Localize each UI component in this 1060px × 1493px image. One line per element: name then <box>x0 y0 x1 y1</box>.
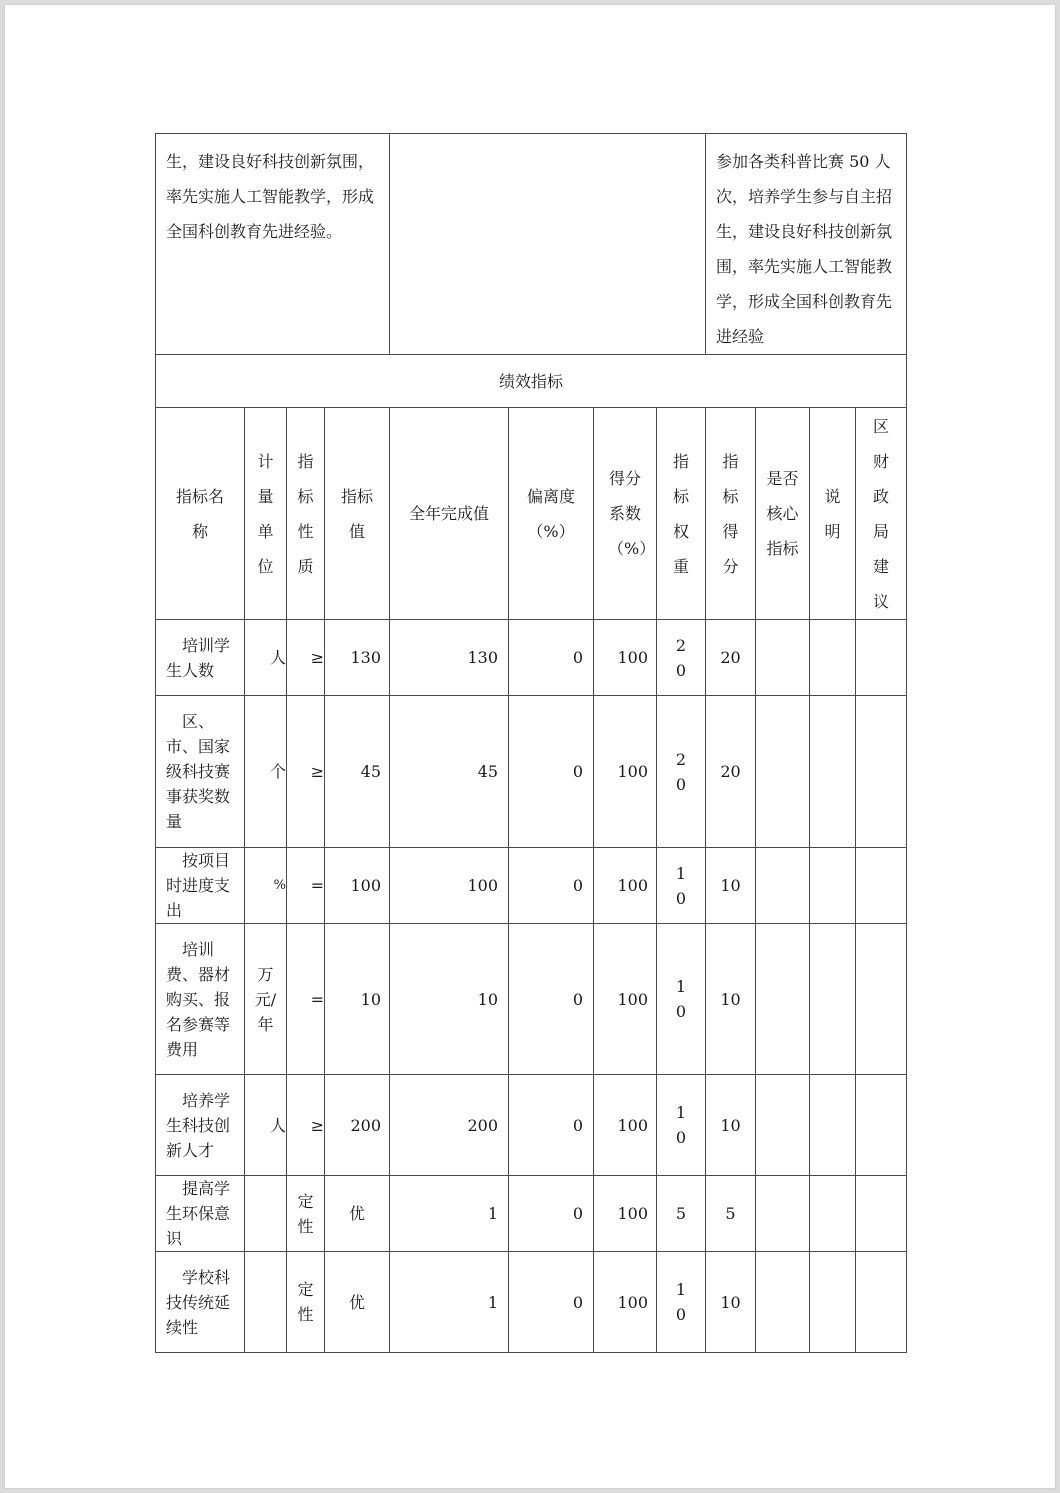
row-actual: 1 <box>390 1176 509 1252</box>
row-weight: 5 <box>657 1176 706 1252</box>
row-unit: 人 <box>245 620 287 696</box>
row-weight: 20 <box>657 696 706 848</box>
header-advice: 区财政局建议 <box>856 408 907 620</box>
row-note <box>810 1176 856 1252</box>
table-row <box>156 1176 907 1252</box>
row-actual: 100 <box>390 848 509 924</box>
row-coef: 100 <box>594 924 657 1075</box>
section-title-row <box>156 355 907 408</box>
row-note <box>810 848 856 924</box>
row-coef: 100 <box>594 1075 657 1176</box>
row-score: 10 <box>706 924 756 1075</box>
row-advice <box>856 696 907 848</box>
row-advice <box>856 620 907 696</box>
row-name: 培训学生人数 <box>166 635 231 680</box>
row-weight: 20 <box>657 620 706 696</box>
header-coef: 得分系数（%） <box>594 408 657 620</box>
row-target: 10 <box>325 924 390 1075</box>
row-target: 45 <box>325 696 390 848</box>
row-coef: 100 <box>594 1252 657 1353</box>
row-name: 提高学生环保意识 <box>166 1179 231 1248</box>
row-target: 100 <box>325 848 390 924</box>
performance-table <box>155 133 907 1353</box>
row-deviation: 0 <box>509 1176 594 1252</box>
row-advice <box>856 924 907 1075</box>
row-coef: 100 <box>594 620 657 696</box>
row-weight: 10 <box>657 848 706 924</box>
row-unit: 万元/年 <box>245 924 287 1075</box>
header-unit: 计量单位 <box>245 408 287 620</box>
header-nature: 指标性质 <box>287 408 325 620</box>
row-weight: 10 <box>657 924 706 1075</box>
row-nature: ≥ <box>287 1075 325 1176</box>
row-score: 20 <box>706 696 756 848</box>
row-target: 优 <box>325 1252 390 1353</box>
row-deviation: 0 <box>509 696 594 848</box>
row-actual: 10 <box>390 924 509 1075</box>
row-target: 优 <box>325 1176 390 1252</box>
header-deviation: 偏离度（%） <box>509 408 594 620</box>
table-row <box>156 848 907 924</box>
continuation-left-cell: 生，建设良好科技创新氛围，率先实施人工智能教学，形成全国科创教育先进经验。 <box>156 134 390 355</box>
row-name: 区、市、国家级科技赛事获奖数量 <box>166 712 231 831</box>
table-row <box>156 1075 907 1176</box>
row-core <box>756 924 810 1075</box>
row-score: 10 <box>706 848 756 924</box>
row-target: 130 <box>325 620 390 696</box>
row-score: 20 <box>706 620 756 696</box>
section-title: 绩效指标 <box>156 355 907 408</box>
header-core: 是否核心指标 <box>756 408 810 620</box>
table-row <box>156 1252 907 1353</box>
header-weight: 指标权重 <box>657 408 706 620</box>
document-page <box>5 5 1055 1488</box>
row-weight: 10 <box>657 1252 706 1353</box>
row-nature: 定性 <box>287 1252 325 1353</box>
header-note: 说明 <box>810 408 856 620</box>
row-core <box>756 1075 810 1176</box>
row-name: 培训费、器材购买、报名参赛等费用 <box>166 939 231 1059</box>
row-unit: 个 <box>245 696 287 848</box>
row-score: 10 <box>706 1075 756 1176</box>
row-note <box>810 1252 856 1353</box>
row-advice <box>856 1176 907 1252</box>
row-advice <box>856 1075 907 1176</box>
continuation-row <box>156 134 907 355</box>
row-name: 学校科技传统延续性 <box>166 1267 231 1337</box>
row-name: 按项目时进度支出 <box>166 851 231 920</box>
row-note <box>810 1075 856 1176</box>
row-core <box>756 620 810 696</box>
row-core <box>756 848 810 924</box>
header-actual: 全年完成值 <box>390 408 509 620</box>
row-core <box>756 1252 810 1353</box>
continuation-right-cell: 参加各类科普比赛 50 人次，培养学生参与自主招生，建设良好科技创新氛围，率先实施人工智能教学，形成全国科创教育先进经验 <box>706 134 907 355</box>
row-actual: 200 <box>390 1075 509 1176</box>
table-row <box>156 696 907 848</box>
row-unit: 人 <box>245 1075 287 1176</box>
row-deviation: 0 <box>509 924 594 1075</box>
table-row <box>156 924 907 1075</box>
row-actual: 130 <box>390 620 509 696</box>
row-nature: 定性 <box>287 1176 325 1252</box>
row-core <box>756 1176 810 1252</box>
row-advice <box>856 1252 907 1353</box>
row-actual: 1 <box>390 1252 509 1353</box>
row-actual: 45 <box>390 696 509 848</box>
row-deviation: 0 <box>509 1075 594 1176</box>
header-score: 指标得分 <box>706 408 756 620</box>
header-row <box>156 408 907 620</box>
row-coef: 100 <box>594 848 657 924</box>
row-deviation: 0 <box>509 848 594 924</box>
header-target: 指标值 <box>325 408 390 620</box>
row-note <box>810 924 856 1075</box>
row-core <box>756 696 810 848</box>
row-name: 培养学生科技创新人才 <box>166 1090 231 1160</box>
row-target: 200 <box>325 1075 390 1176</box>
row-weight: 10 <box>657 1075 706 1176</box>
row-nature: = <box>287 848 325 924</box>
row-nature: ≥ <box>287 696 325 848</box>
row-unit: % <box>245 848 287 924</box>
row-note <box>810 620 856 696</box>
row-coef: 100 <box>594 696 657 848</box>
header-name: 指标名称 <box>156 408 245 620</box>
row-nature: ≥ <box>287 620 325 696</box>
row-coef: 100 <box>594 1176 657 1252</box>
row-score: 5 <box>706 1176 756 1252</box>
row-note <box>810 696 856 848</box>
row-unit <box>245 1252 287 1353</box>
row-score: 10 <box>706 1252 756 1353</box>
table-row <box>156 620 907 696</box>
row-advice <box>856 848 907 924</box>
row-deviation: 0 <box>509 620 594 696</box>
row-deviation: 0 <box>509 1252 594 1353</box>
row-nature: = <box>287 924 325 1075</box>
continuation-middle-cell <box>390 134 706 355</box>
row-unit <box>245 1176 287 1252</box>
